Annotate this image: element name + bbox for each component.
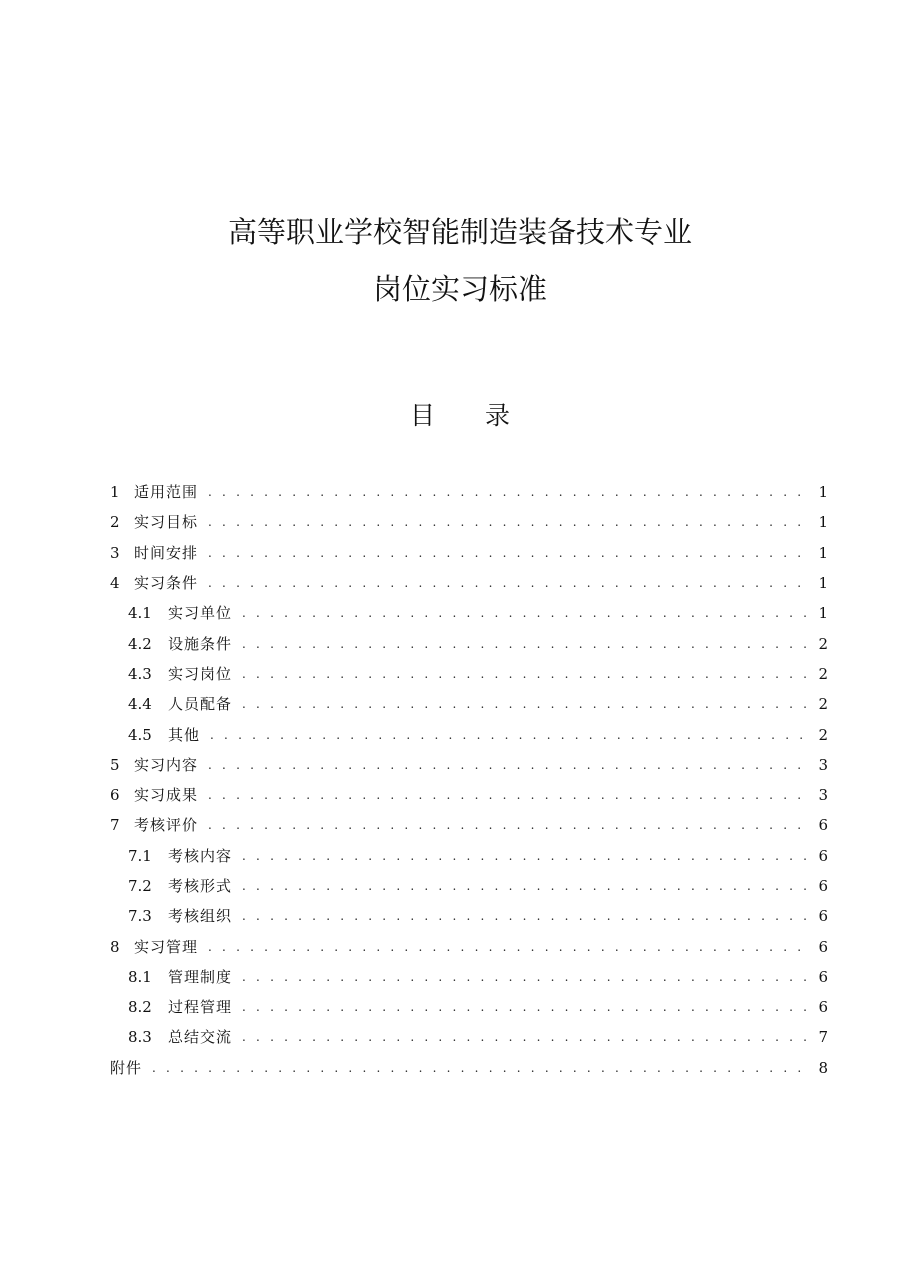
toc-entry[interactable]: [110, 1022, 828, 1052]
toc-entry-page-number: 7: [818, 1028, 828, 1047]
toc-entry-page-number: 8: [818, 1058, 828, 1077]
toc-dot-leader: [242, 603, 812, 623]
toc-entry-page-number: 2: [818, 634, 828, 653]
toc-entry-number: 8: [110, 937, 120, 956]
toc-dot-leader: [208, 482, 812, 502]
toc-entry[interactable]: [110, 538, 828, 568]
toc-entry[interactable]: [110, 810, 828, 840]
table-of-contents: [110, 477, 828, 1083]
toc-entry-label: 实习成果: [134, 786, 199, 805]
toc-dot-leader: [208, 785, 812, 805]
toc-entry-page-number: 2: [818, 725, 828, 744]
toc-entry[interactable]: [110, 598, 828, 628]
toc-entry-label: 实习条件: [134, 574, 199, 593]
toc-dot-leader: [208, 755, 812, 775]
toc-entry-label: 总结交流: [168, 1028, 233, 1047]
toc-entry-label: 适用范围: [134, 483, 199, 502]
toc-entry[interactable]: [110, 992, 828, 1022]
toc-entry-number: 7.3: [128, 907, 152, 926]
toc-entry-page-number: 2: [818, 695, 828, 714]
toc-entry-label: 实习内容: [134, 755, 199, 774]
toc-entry[interactable]: [110, 628, 828, 658]
toc-dot-leader: [242, 846, 812, 866]
toc-entry-label: 实习岗位: [168, 664, 233, 683]
toc-entry-page-number: 1: [818, 604, 828, 623]
toc-entry-label: 设施条件: [168, 634, 233, 653]
toc-dot-leader: [242, 634, 812, 654]
toc-entry-number: 8.1: [128, 967, 152, 986]
toc-dot-leader: [210, 725, 812, 745]
toc-entry[interactable]: [110, 841, 828, 871]
toc-entry-number: 2: [110, 513, 120, 532]
toc-entry[interactable]: [110, 689, 828, 719]
toc-entry-number: 7.1: [128, 846, 152, 865]
toc-entry-page-number: 6: [818, 846, 828, 865]
toc-heading: 目 录: [409, 401, 510, 430]
toc-entry-number: 7.2: [128, 877, 152, 895]
toc-entry-page-number: 6: [818, 907, 828, 926]
toc-entry-page-number: 1: [818, 574, 828, 593]
toc-entry-label: 人员配备: [168, 695, 233, 714]
toc-entry-page-number: 2: [818, 664, 828, 683]
toc-entry-label: 实习目标: [134, 513, 199, 532]
toc-entry-label: 其他: [168, 725, 201, 744]
toc-entry[interactable]: [110, 931, 828, 961]
toc-dot-leader: [208, 543, 812, 563]
toc-entry-label: 管理制度: [168, 967, 233, 986]
toc-entry-number: 4.3: [128, 664, 152, 683]
toc-dot-leader: [208, 937, 812, 957]
toc-entry[interactable]: [110, 962, 828, 992]
toc-entry[interactable]: [110, 507, 828, 537]
toc-entry-page-number: 6: [818, 877, 828, 895]
toc-dot-leader: [208, 815, 812, 835]
toc-entry[interactable]: [110, 871, 828, 901]
toc-entry-number: 3: [110, 543, 120, 562]
toc-entry[interactable]: [110, 1053, 828, 1083]
toc-dot-leader: [208, 573, 812, 593]
toc-entry-number: 8.2: [128, 998, 152, 1017]
toc-entry-page-number: 6: [818, 967, 828, 986]
toc-entry-number: 4.2: [128, 634, 152, 653]
toc-entry-number: 4: [110, 574, 120, 593]
toc-entry-number: 4.5: [128, 725, 152, 744]
toc-entry[interactable]: [110, 719, 828, 749]
toc-entry-label: 考核形式: [168, 877, 233, 895]
document-title: 高等职业学校智能制造装备技术专业: [227, 215, 692, 249]
toc-entry-page-number: 6: [818, 937, 828, 956]
toc-dot-leader: [242, 997, 812, 1017]
toc-entry-number: 4.4: [128, 695, 152, 714]
toc-dot-leader: [152, 1058, 812, 1078]
toc-entry-page-number: 6: [818, 816, 828, 835]
toc-dot-leader: [242, 694, 812, 714]
toc-entry-page-number: 1: [818, 513, 828, 532]
toc-entry-label: 实习管理: [134, 937, 199, 956]
toc-entry-label: 实习单位: [168, 604, 233, 623]
toc-dot-leader: [242, 967, 812, 987]
toc-entry-page-number: 6: [818, 998, 828, 1017]
toc-entry-number: 4.1: [128, 604, 152, 623]
toc-entry-label: 考核组织: [168, 907, 233, 926]
toc-entry-label: 时间安排: [134, 543, 199, 562]
document-subtitle: 岗位实习标准: [372, 272, 547, 306]
toc-entry[interactable]: [110, 780, 828, 810]
toc-entry-label: 附件: [110, 1058, 143, 1077]
toc-entry-number: 8.3: [128, 1028, 152, 1047]
toc-entry-number: 6: [110, 786, 120, 805]
toc-entry[interactable]: [110, 659, 828, 689]
toc-entry-number: 1: [110, 483, 120, 502]
toc-entry-page-number: 1: [818, 483, 828, 502]
toc-dot-leader: [242, 664, 812, 684]
toc-entry[interactable]: [110, 477, 828, 507]
toc-entry-label: 过程管理: [168, 998, 233, 1017]
toc-entry-label: 考核评价: [134, 816, 199, 835]
toc-entry[interactable]: [110, 750, 828, 780]
toc-entry-label: 考核内容: [168, 846, 233, 865]
toc-entry-page-number: 1: [818, 543, 828, 562]
toc-entry[interactable]: [110, 568, 828, 598]
toc-entry-page-number: 3: [818, 786, 828, 805]
toc-dot-leader: [242, 1027, 812, 1047]
toc-entry-page-number: 3: [818, 755, 828, 774]
toc-entry-number: 7: [110, 816, 120, 835]
toc-dot-leader: [242, 906, 812, 926]
toc-dot-leader: [242, 876, 812, 896]
toc-dot-leader: [208, 512, 812, 532]
toc-entry-number: 5: [110, 755, 120, 774]
toc-entry[interactable]: [110, 901, 828, 931]
